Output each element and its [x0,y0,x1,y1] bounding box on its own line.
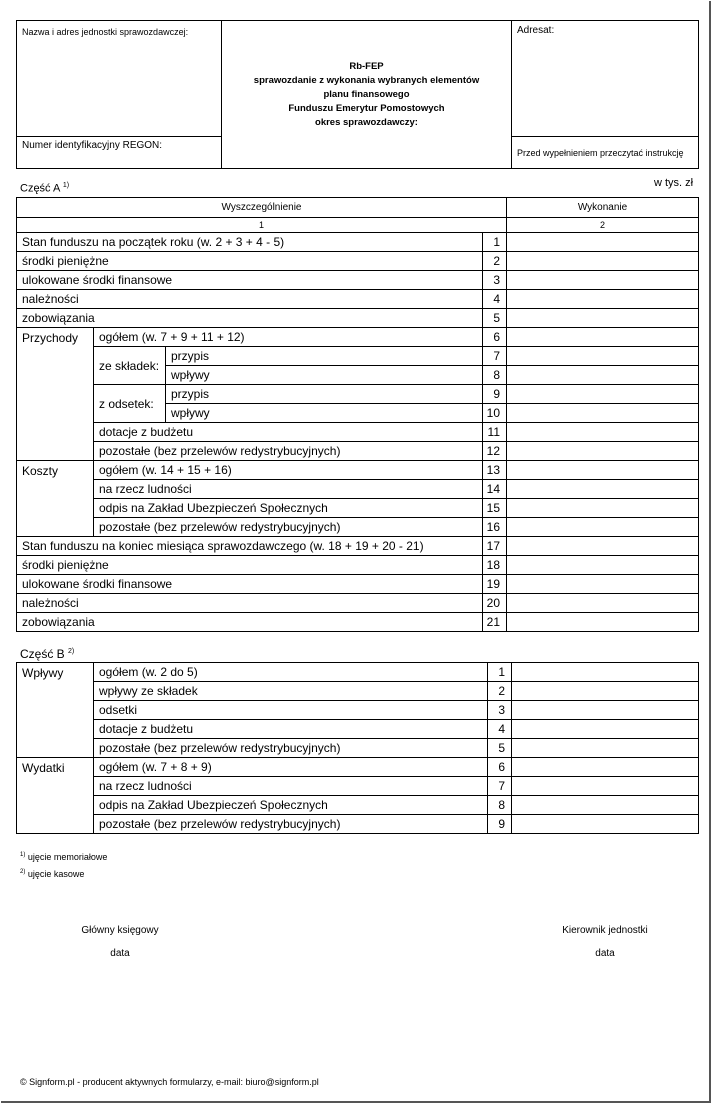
footer-credit: © Signform.pl - producent aktywnych formularzy, e-mail: biuro@signform.pl [20,1077,319,1087]
table-row: zobowiązania 5 [17,309,699,328]
table-row: środki pieniężne 18 [17,556,699,575]
table-row: na rzecz ludności 7 [17,777,699,796]
table-row: dotacje z budżetu 4 [17,720,699,739]
table-row: ulokowane środki finansowe 3 [17,271,699,290]
regon-label: Numer identyfikacyjny REGON: [22,140,163,151]
value-cell[interactable] [507,366,699,385]
table-row: pozostałe (bez przelewów redystrybucyjnych) 16 [17,518,699,537]
table-row: środki pieniężne 2 [17,252,699,271]
table-row: wpływy ze składek 2 [17,682,699,701]
part-b-footnote-ref: 2) [68,648,75,655]
part-a-footnote-ref: 1) [62,182,70,189]
value-cell[interactable] [512,720,699,739]
report-title [222,21,512,169]
title-line-3: planu finansowego [323,88,410,100]
footnote-2: $^{2)}$ ujęcie kasowe [20,869,85,879]
table-row: Stan funduszu na koniec miesiąca sprawozdawczego (w. 18 + 19 + 20 - 21) 17 [17,537,699,556]
value-cell[interactable] [507,252,699,271]
value-cell[interactable] [512,796,699,815]
value-cell[interactable] [507,271,699,290]
table-row: ulokowane środki finansowe 19 [17,575,699,594]
value-cell[interactable] [507,480,699,499]
table-row: Koszty ogółem (w. 14 + 15 + 16) 13 [17,461,699,480]
table-row: Wpływy ogółem (w. 2 do 5) 1 [17,663,699,682]
footnote-1: $^{1)}$ ujęcie memoriałowe [20,852,108,862]
value-cell[interactable] [507,404,699,423]
chief-accountant-label: Główny księgowy [81,925,159,936]
table-row: odpis na Zakład Ubezpieczeń Społecznych 15 [17,499,699,518]
value-cell[interactable] [512,758,699,777]
col-index-2: 2 [507,218,699,233]
value-cell[interactable] [512,701,699,720]
table-row: zobowiązania 21 [17,613,699,632]
addressee-field[interactable] [512,21,699,137]
group-wydatki: Wydatki [17,758,94,834]
entity-name-field[interactable] [17,21,222,137]
unit-head-date-label: data [595,948,615,959]
entity-name-label: Nazwa i adres jednostki sprawozdawczej: [22,27,189,37]
value-cell[interactable] [507,575,699,594]
table-row: wpływy 8 [17,366,699,385]
value-cell[interactable] [507,537,699,556]
value-cell[interactable] [507,309,699,328]
table-row: odsetki 3 [17,701,699,720]
table-row: pozostałe (bez przelewów redystrybucyjnych) 9 [17,815,699,834]
value-cell[interactable] [507,423,699,442]
part-a-table [16,197,699,632]
table-row: Stan funduszu na początek roku (w. 2 + 3 + 4 - 5) 1 [17,233,699,252]
part-b-label: Część B $^{2)}$ [20,647,75,661]
group-przychody: Przychody [17,328,94,461]
value-cell[interactable] [507,385,699,404]
subgroup-skladek: ze składek: [94,347,166,385]
table-row: pozostałe (bez przelewów redystrybucyjnych) 5 [17,739,699,758]
value-cell[interactable] [512,663,699,682]
value-cell[interactable] [507,594,699,613]
title-line-2: sprawozdanie z wykonania wybranych elementów [253,74,480,86]
table-row: odpis na Zakład Ubezpieczeń Społecznych 8 [17,796,699,815]
table-row: dotacje z budżetu 11 [17,423,699,442]
value-cell[interactable] [507,347,699,366]
instruction-note: Przed wypełnieniem przeczytać instrukcję [512,137,699,169]
col-index-1: 1 [17,218,507,233]
unit-label: w tys. zł [654,177,694,189]
value-cell[interactable] [507,442,699,461]
table-row: z odsetek: przypis 9 [17,385,699,404]
value-cell[interactable] [512,777,699,796]
addressee-label: Adresat: [517,25,555,36]
table-row: na rzecz ludności 14 [17,480,699,499]
part-a-label: Część A $^{1)}$ [20,182,70,195]
value-cell[interactable] [507,233,699,252]
value-cell[interactable] [512,682,699,701]
unit-head-label: Kierownik jednostki [562,925,648,936]
table-row: należności 20 [17,594,699,613]
title-code: Rb-FEP [349,60,384,72]
group-koszty: Koszty [17,461,94,537]
value-cell[interactable] [512,739,699,758]
value-cell[interactable] [507,613,699,632]
reporting-period-label: okres sprawozdawczy: [315,116,418,128]
table-row: należności 4 [17,290,699,309]
subgroup-odsetek: z odsetek: [94,385,166,423]
value-cell[interactable] [507,461,699,480]
part-b-table [16,662,699,834]
value-cell[interactable] [507,518,699,537]
table-row: pozostałe (bez przelewów redystrybucyjnych) 12 [17,442,699,461]
col-exec-header: Wykonanie [507,198,699,218]
header-table [16,20,699,169]
value-cell[interactable] [507,290,699,309]
value-cell[interactable] [507,499,699,518]
value-cell[interactable] [512,815,699,834]
value-cell[interactable] [507,556,699,575]
chief-accountant-date-label: data [110,948,130,959]
table-row: Wydatki ogółem (w. 7 + 8 + 9) 6 [17,758,699,777]
table-row: wpływy 10 [17,404,699,423]
table-row: ze składek: przypis 7 [17,347,699,366]
regon-field[interactable] [17,137,222,169]
col-desc-header: Wyszczególnienie [17,198,507,218]
value-cell[interactable] [507,328,699,347]
title-line-4: Funduszu Emerytur Pomostowych [288,102,445,114]
group-wplywy: Wpływy [17,663,94,758]
table-row: Przychody ogółem (w. 7 + 9 + 11 + 12) 6 [17,328,699,347]
